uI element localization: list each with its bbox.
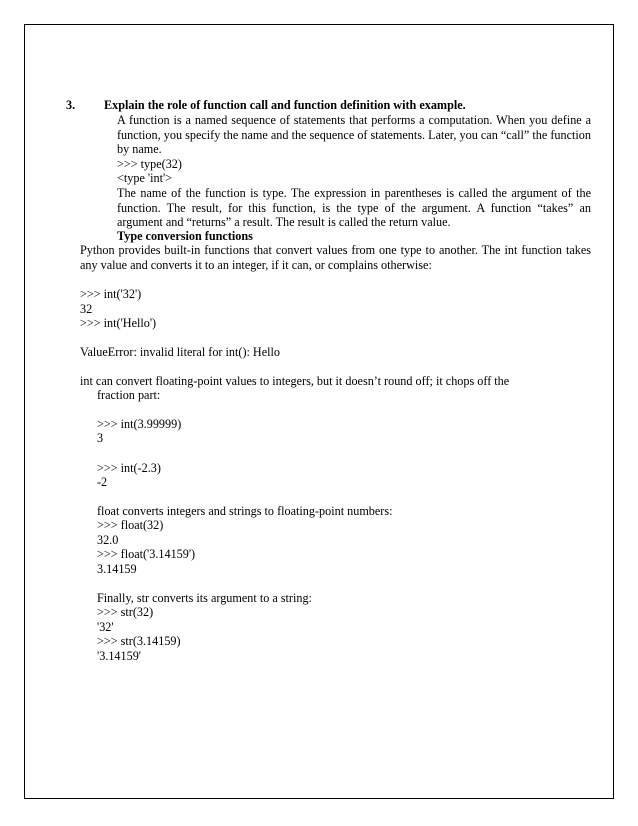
str-code-2: >>> str(3.14159) xyxy=(97,634,181,648)
int-example-code-2: >>> int('Hello') xyxy=(80,316,157,330)
int-float-output-1: 3 xyxy=(97,431,104,445)
float-to-int-line-2: fraction part: xyxy=(97,388,161,402)
float-code-1: >>> float(32) xyxy=(97,518,164,532)
example-type-code: >>> type(32) xyxy=(117,157,182,171)
question-number: 3. xyxy=(66,98,76,112)
float-to-int-line-1: int can convert floating-point values to integers, but it doesn’t round off; it chops off the xyxy=(80,374,510,388)
str-intro: Finally, str converts its argument to a string: xyxy=(97,591,312,605)
str-output-2: '3.14159' xyxy=(97,649,142,663)
float-code-2: >>> float('3.14159') xyxy=(97,547,196,561)
float-output-2: 3.14159 xyxy=(97,562,137,576)
int-example-output-1: 32 xyxy=(80,302,93,316)
builtin-paragraph: Python provides built-in functions that convert values from one type to another. The int function takes any value and converts it to an integer, if it can, or complains otherwise: xyxy=(80,243,591,272)
str-code-1: >>> str(32) xyxy=(97,605,154,619)
intro-paragraph: A function is a named sequence of statements that performs a computation. When you define a function, you specify the name and the sequence of statements. Later, you can “call” the function by name. xyxy=(117,113,591,156)
str-output-1: '32' xyxy=(97,620,114,634)
example-type-output: <type 'int'> xyxy=(117,171,173,185)
int-error-message: ValueError: invalid literal for int(): Hello xyxy=(80,345,281,359)
float-output-1: 32.0 xyxy=(97,533,119,547)
question-title: Explain the role of function call and function definition with example. xyxy=(104,98,466,112)
int-float-output-2: -2 xyxy=(97,475,108,489)
int-example-code-1: >>> int('32') xyxy=(80,287,142,301)
section-heading: Type conversion functions xyxy=(117,229,253,243)
int-float-code-2: >>> int(-2.3) xyxy=(97,461,161,475)
int-float-code-1: >>> int(3.99999) xyxy=(97,417,182,431)
float-intro: float converts integers and strings to floating-point numbers: xyxy=(97,504,393,518)
explanation-paragraph: The name of the function is type. The expression in parentheses is called the argument of the function. The result, for this function, is the type of the argument. A function “takes” an argument and “returns” a result. The result is called the return value. xyxy=(117,186,591,229)
question-heading xyxy=(66,98,466,113)
